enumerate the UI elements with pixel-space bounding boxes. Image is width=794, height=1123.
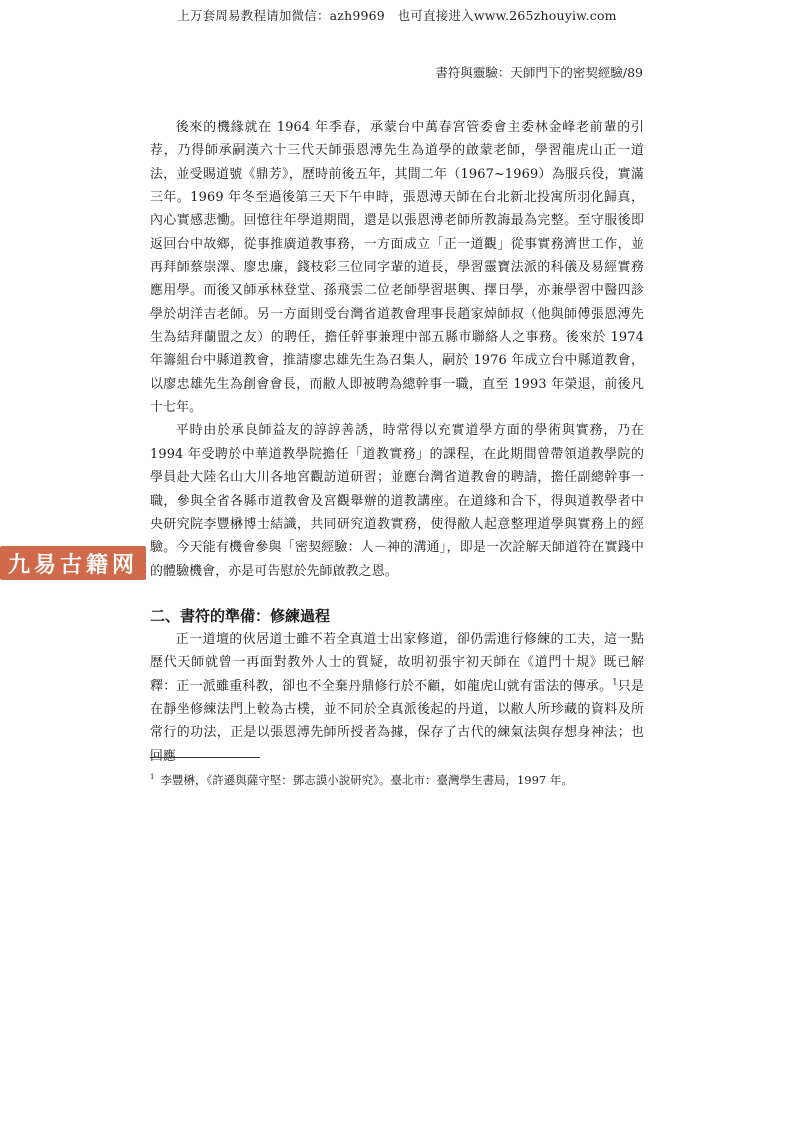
section-heading: 二、書符的準備：修練過程 (150, 606, 331, 625)
document-body (150, 116, 644, 768)
stamp-text: 九易古籍网 (7, 551, 138, 578)
footnote-text: 李豐楙，《許遜與薩守堅：鄧志謨小說研究》。臺北市：臺灣學生書局，1997 年。 (160, 773, 573, 787)
body-paragraph-2: 平時由於承良師益友的諄諄善誘，時常得以充實道學方面的學術與實務，乃在 1994 年受聘於中華道教學院擔任「道教實務」的課程，在此期間曾帶領道教學院的學員赴大陸名山大川各地宮觀訪道研習；並應台灣省道教會的聘請，擔任副總幹事一職，參與全省各縣市道教會及宮觀舉辦的道教講座。在道緣和合下，得與道教學者中央研究院李豐楙博士結識，共同研究道教實務，使得敝人起意整理道學與實務上的經驗。今天能有機會參與「密契經驗：人－神的溝通」，即是一次詮解天師道符在實踐中的體驗機會，亦是可告慰於先師啟教之恩。 (150, 423, 644, 579)
section-paragraph-text-end: 只是在靜坐修練法門上較為古樸，並不同於全真派後起的丹道，以敝人所珍藏的資料及所常行的功法，正是以張恩溥先師所授者為據，保存了古代的練氣法與存想身神法；也回應 (150, 678, 644, 764)
footnote-number: 1 (150, 773, 155, 782)
section-paragraph (150, 628, 644, 768)
running-header: 書符與靈驗：天師門下的密契經驗/89 (435, 65, 643, 80)
footnote (150, 772, 644, 788)
footnote-divider (150, 757, 260, 758)
site-watermark-stamp (0, 546, 146, 580)
body-paragraph-1: 後來的機緣就在 1964 年季春，承蒙台中萬春宮管委會主委林金峰老前輩的引荐，乃得師承嗣漢六十三代天師張恩溥先生為道學的啟蒙老師，學習龍虎山正一道法，並受賜道號《鼎芳》，歷時前後五年，其間二年（1967~1969）為服兵役，實滿三年。1969 年冬至過後第三天下午申時，張恩溥天師在台北新北投寓所羽化歸真，內心實感悲慟。回憶往年學道期間，還是以張恩溥老師所教誨最為完整。至守服後即返回台中故鄉，從事推廣道教事務，一方面成立「正一道觀」從事實務濟世工作，並再拜師蔡崇澤、廖忠廉，錢枝彩三位同字輩的道長，學習靈寶法派的科儀及易經實務應用學。而後又師承林登堂、孫飛雲二位老師學習堪輿、擇日學，亦兼學習中醫四診學於胡洋吉老師。另一方面則受台灣省道教會理事長趙家焯師叔（他與師傅張恩溥先生為結拜蘭盟之友）的聘任，擔任幹事兼理中部五縣市聯絡人之事務。後來於 1974 年籌組台中縣道教會，推請廖忠雄先生為召集人，嗣於 1976 年成立台中縣道教會，以廖忠雄先生為創會會長，而敝人即被聘為總幹事一職，直至 1993 年榮退，前後凡十七年。 (150, 120, 644, 416)
watermark-top-text: 上万套周易教程请加微信：azh9969 也可直接进入www.265zhouyiw.com (177, 8, 617, 23)
section-paragraph-text-start: 正一道壇的伙居道士雖不若全真道士出家修道，卻仍需進行修練的工夫，這一點歷代天師就曾一再面對教外人士的質疑，故明初張宇初天師在《道門十規》既已解釋：正一派雖重科教，卻也不全棄丹鼎修行於不顧，如龍虎山就有雷法的傳承。 (150, 631, 644, 694)
footnote-reference-marker[interactable]: 1 (612, 677, 618, 687)
